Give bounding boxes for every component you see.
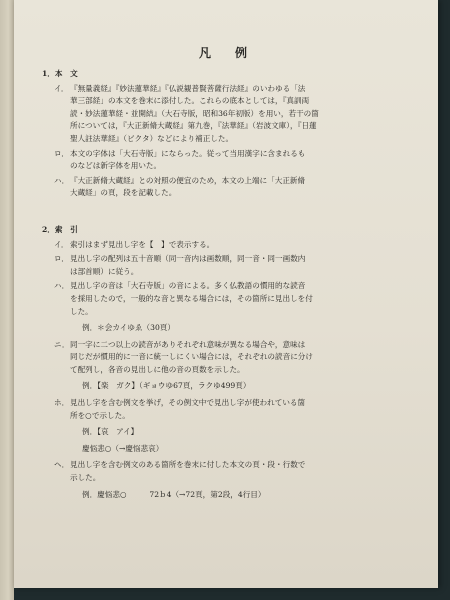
text-line: を採用したので，一般的な音と異なる場合には，その箇所に見出しを付 <box>70 293 313 303</box>
list-item <box>48 397 412 422</box>
page-content <box>42 68 412 505</box>
text-line: 所については，『大正新脩大蔵経』第九巻，『法華経』（岩波文庫），『日蓮 <box>70 121 317 131</box>
list-item <box>48 148 412 173</box>
text-line: のなどは新字体を用いた。 <box>70 161 162 171</box>
text-line: 示した。 <box>70 473 101 483</box>
text-line: 聖人註法華経』（ビクタ）などにより補正した。 <box>70 133 234 143</box>
item-marker: ヘ． <box>54 460 70 470</box>
item-marker: ロ． <box>54 148 69 158</box>
text-line: 大蔵経」の頁，段を記載した。 <box>70 188 177 198</box>
list-item <box>48 339 412 377</box>
list-item <box>48 253 412 278</box>
text-line: した。 <box>70 306 93 316</box>
text-line: 所を○で示した。 <box>70 410 130 420</box>
text-line: 索引はまず見出し字を【 】で表示する。 <box>70 239 215 249</box>
example-line: 例．【哀 アイ】 <box>82 427 139 437</box>
example-line-sub: 慶悩悲○（→慶悩悲哀） <box>82 443 164 453</box>
text-line: 読・妙法蓮華経・並開結』（大石寺版，昭和36年初版）を用い，若干の箇 <box>70 108 319 118</box>
page-title: 凡 例 <box>198 46 253 60</box>
section-heading-text: 1．本 文 <box>42 69 78 78</box>
book-spine-edge <box>0 0 14 600</box>
text-line: 見出し字の配列は五十音順（同一音内は画数順，同一音・同一画数内 <box>70 254 306 264</box>
text-line: て配列し，各音の見出しに他の音の頁数を示した。 <box>70 364 245 374</box>
list-item <box>48 83 412 146</box>
book-page <box>14 0 438 588</box>
example-line: 例．【楽 ガク】（ギョウゆ67頁，ラクゆ499頁） <box>82 381 251 391</box>
item-marker: ロ． <box>54 254 69 264</box>
text-line: 見出し字の音は「大石寺版」の音による。多く仏教語の慣用的な読音 <box>70 281 306 291</box>
text-line: 同じだが慣用的に一音に統一しにくい場合には，それぞれの読音に分け <box>70 352 313 362</box>
text-line: 見出し字を含む例文のある箇所を巻末に付した本文の頁・段・行数で <box>70 460 306 470</box>
text-line: 見出し字を含む例文を挙げ，その例文中で見出し字が使われている箇 <box>70 398 306 408</box>
list-item <box>48 459 412 484</box>
item-marker: ハ． <box>54 281 70 291</box>
section-heading-index: 2．索 引 <box>42 224 78 234</box>
example-line: 例．慶悩悲○ 72ｂ4（→72頁，第2段，4行目） <box>82 489 266 499</box>
text-line: 『無量義経』『妙法蓮華経』『仏説観普賢菩薩行法経』のいわゆる「法 <box>70 83 306 93</box>
example-line: 例．＊会カイゆゑ（30頁） <box>82 323 175 333</box>
item-marker: イ． <box>54 83 69 93</box>
list-item <box>48 280 412 318</box>
item-marker: ホ． <box>54 398 70 408</box>
item-marker: ニ． <box>54 339 70 349</box>
item-marker: ハ． <box>54 175 70 185</box>
text-line: 本文の字体は「大石寺版」にならった。従って当用漢字に含まれるも <box>70 148 306 158</box>
item-marker: イ． <box>54 239 69 249</box>
text-line: 同一字に二つ以上の読音がありそれぞれ意味が異なる場合や，意味は <box>70 339 306 349</box>
text-line: 『大正新脩大蔵経』との対照の便宜のため，本文の上端に「大正新脩 <box>70 175 306 185</box>
list-item <box>48 239 412 252</box>
list-item <box>48 175 412 200</box>
text-line: 華三部経」の本文を巻末に添付した。これらの底本としては，『真訓両 <box>70 96 310 106</box>
text-line: は部首順）に従う。 <box>70 266 139 276</box>
